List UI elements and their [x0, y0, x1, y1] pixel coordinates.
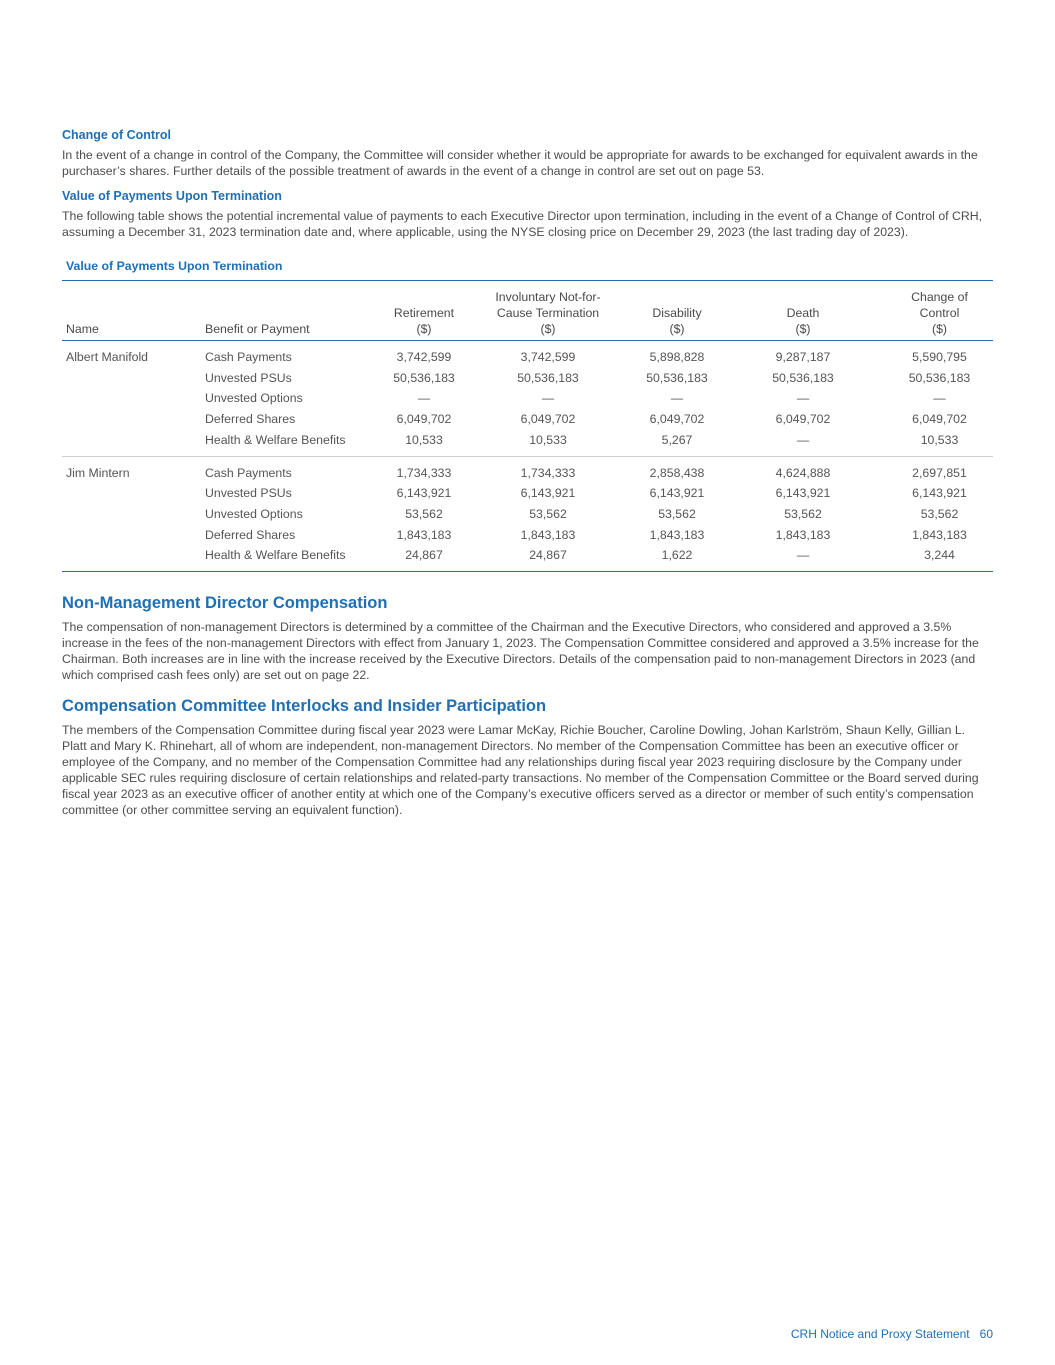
interlocks-text: The members of the Compensation Committee during fiscal year 2023 were Lamar McKay, Richie Boucher, Caroline Dowling, Johan Karlström, Shaun Kelly, Gillian L. Platt and Mary K. Rhinehart, all of whom are independent, non-management Directors. No member of the Compensation Committee has been an executive officer or employee of the Company, and no member of the Compensation Committee had any relationships during fiscal year 2023 requiring disclosure by the Company under applicable SEC rules requiring disclosure of certain relationships and related-party transactions. No member of the Compensation Committee or the Board served during fiscal year 2023 as an executive officer of another entity at which one of the Company’s executive officers served as a director or member of such entity’s compensation committee (or other committee serving an equivalent function). — [62, 723, 979, 818]
value-cell: 6,143,921 — [396, 486, 452, 501]
value-cell: 6,049,702 — [396, 412, 452, 427]
col-header-death: Death ($) — [786, 306, 820, 336]
table-row — [62, 504, 993, 525]
page-number: 60 — [979, 1327, 993, 1341]
table-row — [62, 525, 993, 546]
value-cell: 1,734,333 — [462, 456, 634, 483]
col-header-name: Name — [66, 322, 99, 336]
non-management-text: The compensation of non-management Directors is determined by a committee of the Chairman and the Executive Directors, who considered and approved a 3.5% increase in the fees of the non-management Directors with effect from January 1, 2023. The Compensation Committee considered and approved a 3.5% increase for the Chairman. Both increases are in line with the increase received by the Executive Directors. Details of the compensation paid to non-management Directors in 2023 (and which comprised cash fees only) are set out on page 22. — [62, 620, 979, 683]
table-title: Value of Payments Upon Termination — [66, 259, 283, 273]
value-cell: 2,858,438 — [634, 456, 720, 483]
value-cell: 1,734,333 — [386, 456, 462, 483]
table-row — [62, 341, 993, 368]
benefit-label: Unvested Options — [205, 391, 303, 406]
table-group-mintern — [62, 456, 993, 572]
value-cell: 1,843,183 — [520, 527, 576, 542]
interlocks-heading: Compensation Committee Interlocks and Insider Participation — [62, 697, 547, 716]
table-row — [62, 368, 993, 389]
value-cell: 10,533 — [405, 432, 443, 447]
table-row — [62, 456, 993, 483]
value-cell: 24,867 — [386, 545, 462, 571]
value-cell: 53,562 — [920, 506, 959, 521]
document-page — [62, 128, 993, 828]
benefit-label: Deferred Shares — [205, 412, 296, 427]
value-cell: 53,562 — [529, 506, 567, 521]
executive-name: Jim Mintern — [62, 456, 201, 483]
benefit-label: Health & Welfare Benefits — [205, 432, 346, 447]
value-cell: 50,536,183 — [772, 370, 834, 385]
value-cell: 6,143,921 — [775, 486, 831, 501]
table-row — [62, 545, 993, 571]
table-row — [62, 430, 993, 456]
col-header-benefit: Benefit or Payment — [205, 322, 310, 336]
value-cell: 50,536,183 — [646, 370, 708, 385]
value-cell: 53,562 — [784, 506, 822, 521]
value-cell: 5,267 — [661, 432, 693, 447]
benefit-label: Unvested Options — [205, 506, 303, 521]
footer-label: CRH Notice and Proxy Statement — [790, 1327, 970, 1341]
table-row — [62, 483, 993, 504]
value-cell: 53,562 — [658, 506, 696, 521]
col-header-disability: Disability ($) — [652, 306, 702, 336]
value-cell: 2,697,851 — [886, 456, 993, 483]
value-cell: 6,143,921 — [520, 486, 576, 501]
value-cell: — — [670, 391, 684, 406]
value-cell: 1,622 — [634, 545, 720, 571]
table-header — [62, 281, 993, 341]
value-cell: — — [796, 432, 810, 447]
value-cell: 3,742,599 — [396, 350, 452, 364]
value-cell: 6,143,921 — [649, 486, 705, 501]
value-cell: 6,049,702 — [520, 412, 576, 427]
benefit-label: Cash Payments — [201, 456, 386, 483]
value-cell: — — [796, 391, 810, 406]
value-payments-heading: Value of Payments Upon Termination — [62, 189, 282, 203]
change-of-control-text: In the event of a change in control of the Company, the Committee will consider whether it would be appropriate for awards to be exchanged for equivalent awards in the purchaser’s shares. Further details of the possible treatment of awards in the event of a change in control are set out on page 53. — [62, 148, 978, 178]
value-cell: 4,624,888 — [720, 456, 886, 483]
value-cell: 24,867 — [462, 545, 634, 571]
value-cell: — — [541, 391, 555, 406]
benefit-label: Deferred Shares — [205, 527, 296, 542]
value-cell: 1,843,183 — [912, 527, 967, 542]
benefit-label: Unvested PSUs — [205, 370, 292, 385]
change-of-control-heading: Change of Control — [62, 128, 172, 142]
benefit-label: Unvested PSUs — [205, 486, 292, 501]
table-row — [62, 388, 993, 409]
value-cell: 50,536,183 — [517, 370, 579, 385]
value-cell: 50,536,183 — [908, 370, 971, 385]
col-header-retirement: Retirement ($) — [393, 306, 455, 336]
value-cell: 53,562 — [405, 506, 443, 521]
value-cell: 6,049,702 — [775, 412, 831, 427]
benefit-label: Cash Payments — [205, 350, 292, 364]
value-cell: — — [417, 391, 431, 406]
value-cell: 6,049,702 — [912, 412, 967, 427]
table-group-manifold — [62, 341, 993, 457]
table-row — [62, 409, 993, 430]
termination-payments-table — [62, 280, 993, 572]
value-cell: 1,843,183 — [396, 527, 452, 542]
value-cell: 10,533 — [529, 432, 567, 447]
value-cell: — — [720, 545, 886, 571]
non-management-heading: Non-Management Director Compensation — [62, 594, 388, 613]
page-footer — [791, 1327, 993, 1341]
value-cell: 6,143,921 — [912, 486, 967, 501]
value-cell: — — [933, 391, 946, 406]
value-cell: 3,244 — [886, 545, 993, 571]
value-cell: 1,843,183 — [775, 527, 831, 542]
value-cell: 6,049,702 — [649, 412, 705, 427]
col-header-involuntary: Involuntary Not-for- Cause Termination ($) — [495, 290, 601, 336]
value-cell: 5,590,795 — [912, 350, 967, 364]
executive-name: Albert Manifold — [66, 350, 149, 364]
benefit-label: Health & Welfare Benefits — [201, 545, 386, 571]
value-payments-text: The following table shows the potential incremental value of payments to each Executive Director upon termination, including in the event of a Change of Control of CRH, assuming a December 31, 2023 termination date and, where applicable, using the NYSE closing price on December 29, 2023 (the last trading day of 2023). — [62, 209, 983, 239]
col-header-change-of-control: Change of Control ($) — [911, 290, 968, 336]
value-cell: 1,843,183 — [649, 527, 705, 542]
value-cell: 10,533 — [920, 432, 959, 447]
value-cell: 3,742,599 — [520, 350, 576, 364]
value-cell: 5,898,828 — [649, 350, 705, 364]
value-cell: 9,287,187 — [775, 350, 831, 364]
value-cell: 50,536,183 — [393, 370, 455, 385]
